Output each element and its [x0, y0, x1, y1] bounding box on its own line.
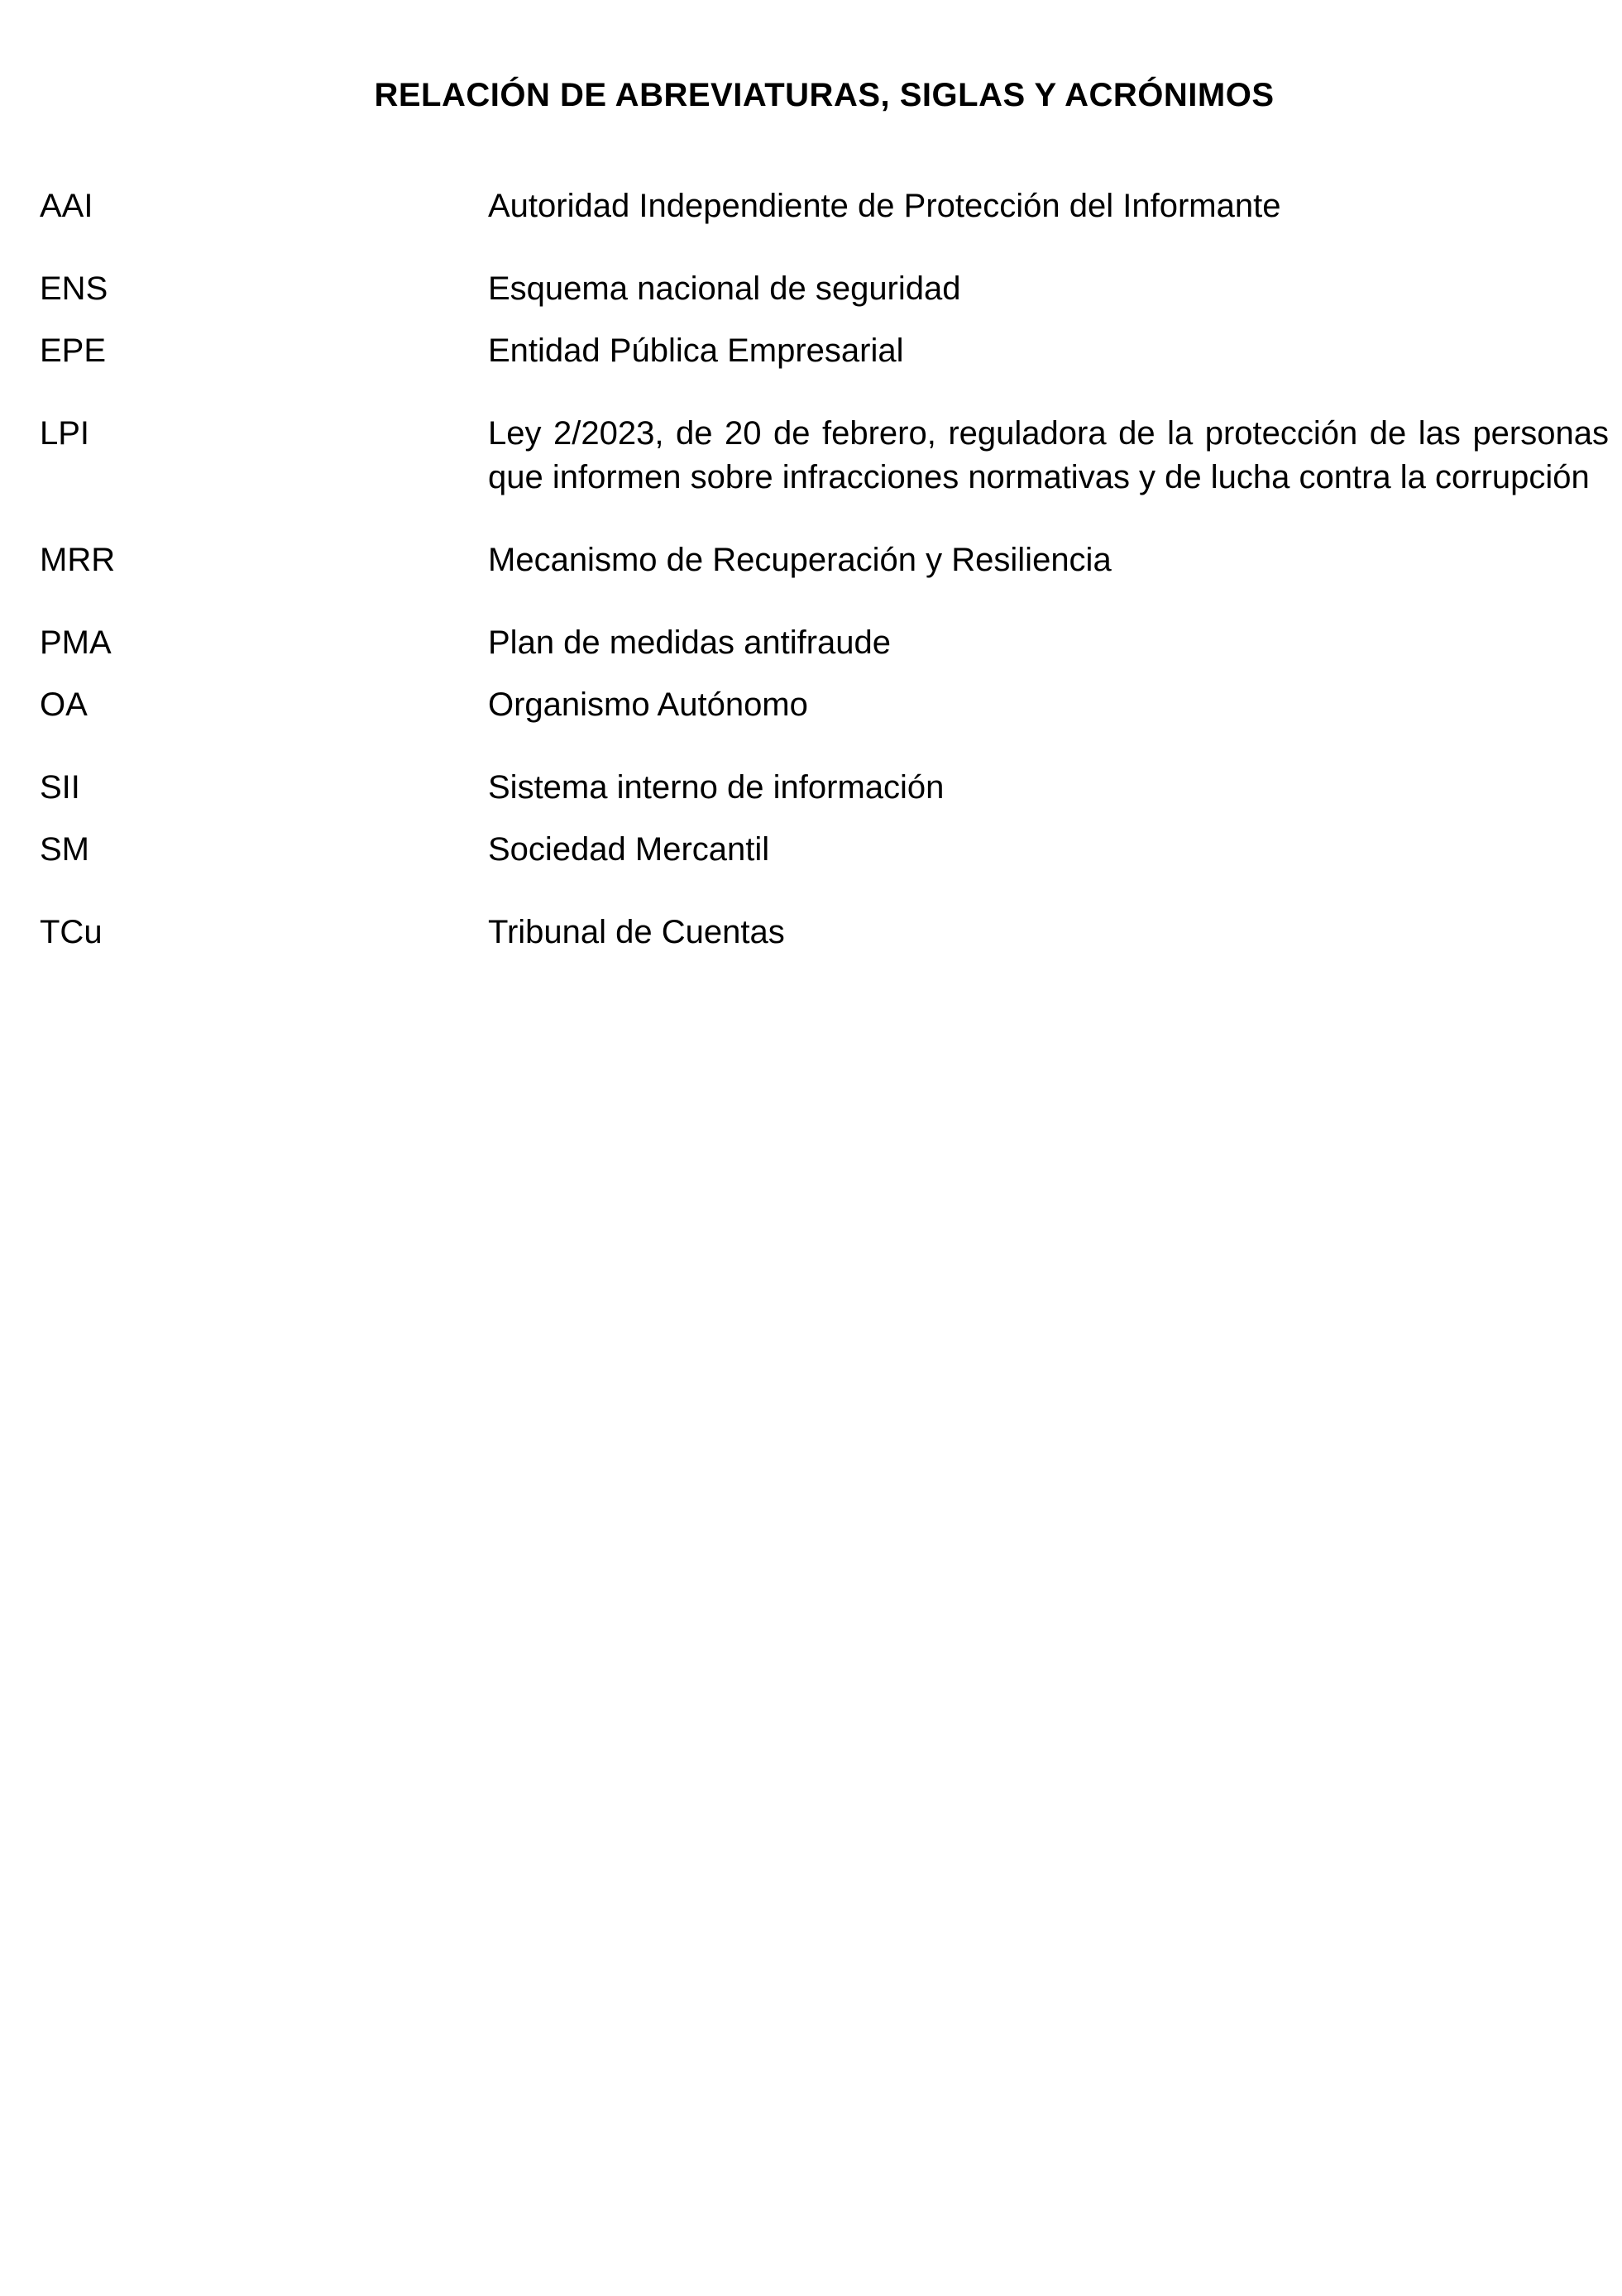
abbreviation-entry-ens [40, 267, 1609, 311]
abbreviation-entry-tcu [40, 911, 1609, 954]
abbreviation-definition: Plan de medidas antifraude [488, 624, 891, 661]
abbreviation-code: OA [40, 686, 88, 723]
page-title: RELACIÓN DE ABREVIATURAS, SIGLAS Y ACRÓNIMOS [374, 77, 1275, 113]
abbreviation-code: ENS [40, 270, 108, 307]
abbreviation-code: PMA [40, 624, 112, 661]
abbreviation-definition: Esquema nacional de seguridad [488, 270, 961, 307]
abbreviation-definition: Mecanismo de Recuperación y Resiliencia [488, 542, 1112, 578]
document-content [40, 0, 1609, 954]
abbreviation-entry-lpi [40, 412, 1609, 500]
abbreviation-entry-mrr [40, 538, 1609, 582]
abbreviation-definition: Entidad Pública Empresarial [488, 332, 904, 369]
abbreviation-entry-oa [40, 683, 1609, 727]
abbreviation-code: SII [40, 769, 80, 806]
abbreviation-code: EPE [40, 332, 107, 369]
abbreviation-definition: Sociedad Mercantil [488, 831, 770, 868]
abbreviation-definition: Organismo Autónomo [488, 686, 808, 723]
abbreviation-code: AAI [40, 188, 93, 224]
abbreviation-definition: Tribunal de Cuentas [488, 914, 785, 950]
abbreviation-entry-sm [40, 828, 1609, 872]
abbreviation-definition: Ley 2/2023, de 20 de febrero, reguladora de la protección de las personas que informen sobre infracciones normativas y de lucha contra la corrupción [488, 415, 1609, 495]
abbreviation-code: TCu [40, 914, 103, 950]
abbreviation-entry-aai [40, 184, 1609, 228]
abbreviation-code: LPI [40, 415, 90, 452]
abbreviation-code: SM [40, 831, 89, 868]
abbreviation-definition: Sistema interno de información [488, 769, 945, 806]
abbreviation-entry-pma [40, 621, 1609, 665]
abbreviation-entry-epe [40, 329, 1609, 373]
abbreviation-definition: Autoridad Independiente de Protección del Informante [488, 188, 1281, 224]
abbreviation-code: MRR [40, 542, 116, 578]
abbreviation-list [40, 184, 1609, 954]
abbreviation-entry-sii [40, 766, 1609, 810]
